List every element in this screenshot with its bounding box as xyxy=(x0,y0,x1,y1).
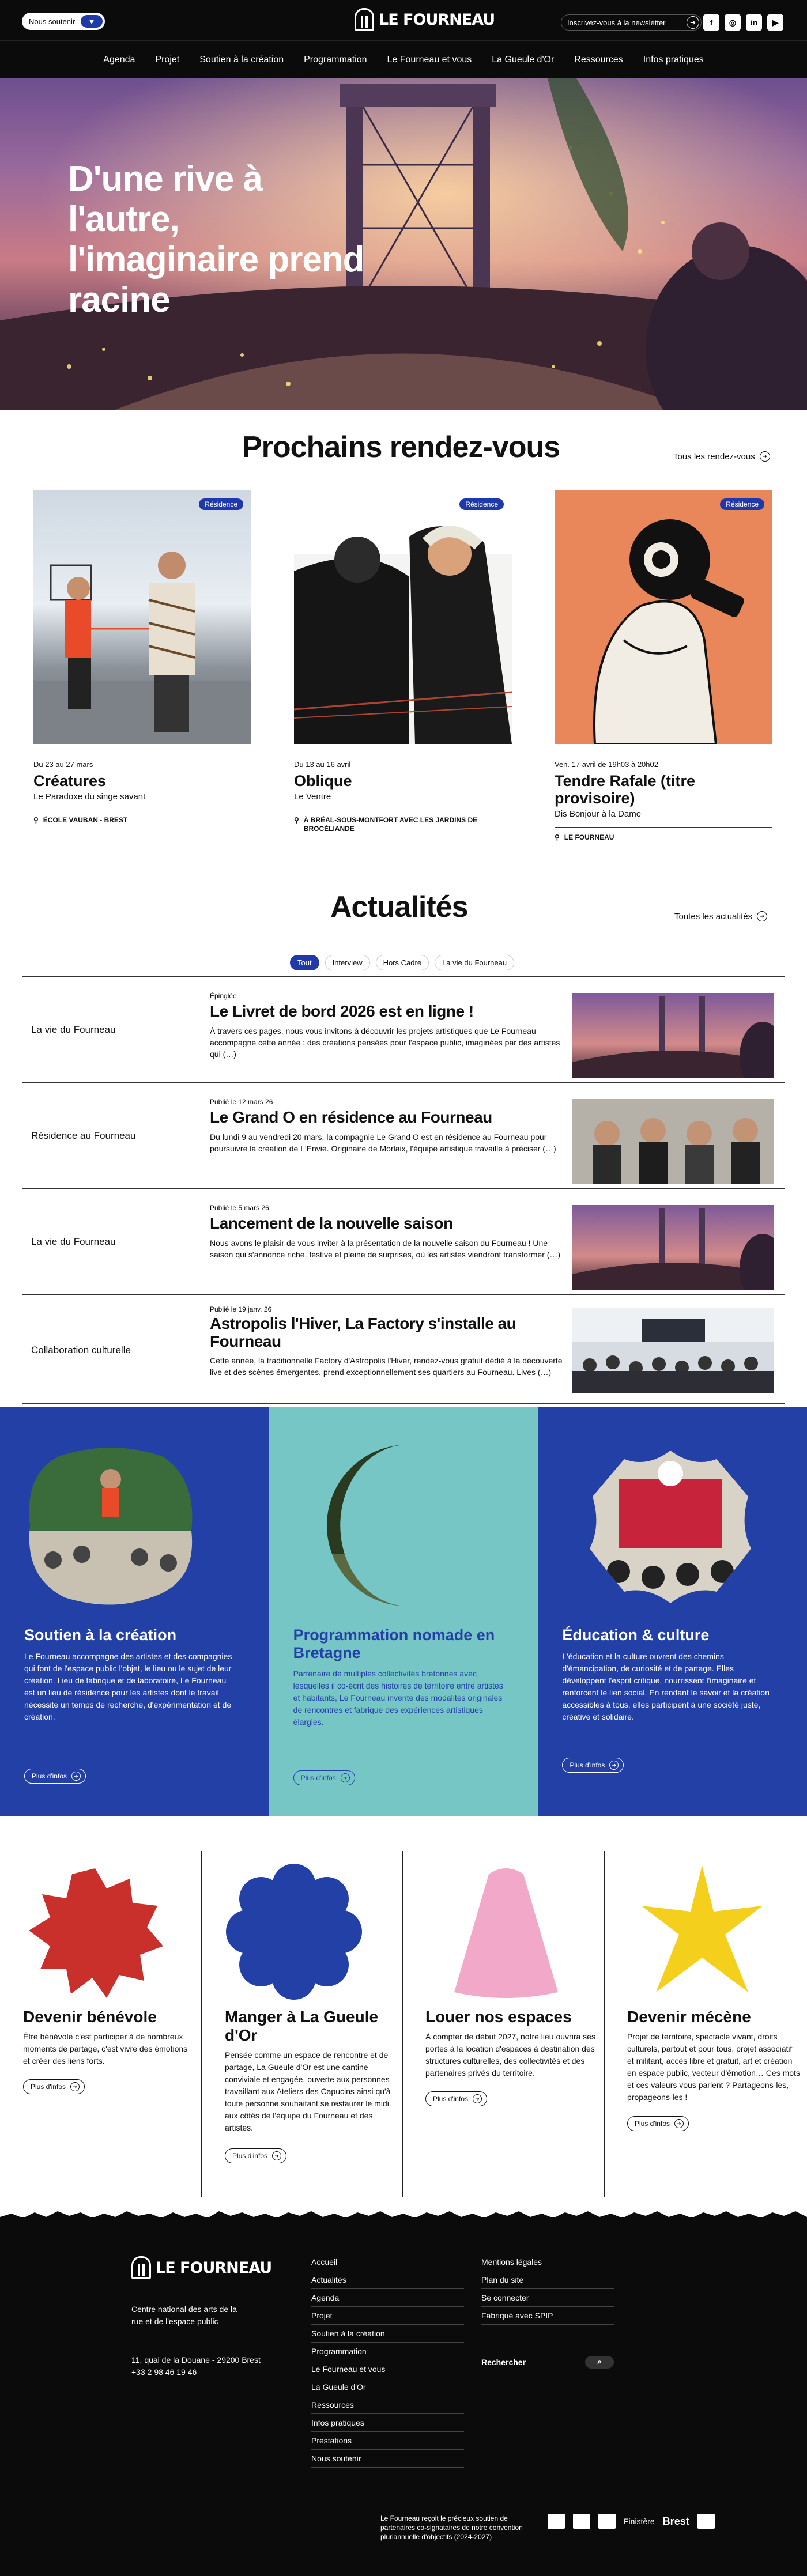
heart-icon: ♥ xyxy=(81,15,103,28)
footer-link[interactable]: Accueil xyxy=(311,2253,464,2271)
event-badge: Résidence xyxy=(199,498,243,510)
logo-mark-icon xyxy=(131,2256,151,2279)
footer-links-main xyxy=(311,2253,464,2468)
engage-title: Manger à La Gueule d'Or xyxy=(225,2008,379,2044)
engage-more-label: Plus d'infos xyxy=(433,2095,468,2103)
event-place xyxy=(33,816,251,825)
event-subtitle: Le Ventre xyxy=(294,792,512,810)
arrow-right-icon: ➜ xyxy=(757,911,767,921)
arrow-right-icon: ➜ xyxy=(674,2119,684,2128)
pillar-text: Le Fourneau accompagne des artistes et des compagnies qui font de l'espace public l'objet, le lieu ou le sujet de leur création. Lieu de fabrique et de laboratoire, Le Fourneau est un lieu de résidence pour les artistes dont le travail nécessite un temps de recherche, d'expérimentation et de création. xyxy=(24,1652,232,1721)
partner-logo-icon xyxy=(573,2514,590,2529)
nav-item-ressources[interactable]: Ressources xyxy=(574,54,623,65)
arrow-right-icon: ➜ xyxy=(609,1761,619,1770)
hero-banner xyxy=(0,78,807,410)
engage-title: Louer nos espaces xyxy=(425,2008,572,2026)
event-place-label: ÉCOLE VAUBAN - BREST xyxy=(43,816,128,824)
pillar-title: Programmation nomade en Bretagne xyxy=(293,1626,495,1661)
footer-link[interactable]: Programmation xyxy=(311,2343,464,2360)
footer-description: Centre national des arts de la rue et de l'espace public xyxy=(131,2305,237,2326)
news-item[interactable] xyxy=(22,1082,785,1188)
footer-link[interactable]: Ressources xyxy=(311,2396,464,2414)
footer-logo-text: LE FOURNEAU xyxy=(156,2258,272,2277)
social-links xyxy=(703,14,783,31)
filter-hors-cadre[interactable]: Hors Cadre xyxy=(376,955,429,970)
facebook-icon[interactable]: f xyxy=(703,14,719,31)
arrow-right-icon: ➜ xyxy=(341,1773,350,1782)
news-meta: Publié le 12 mars 26 xyxy=(210,1098,273,1106)
pillar-more-button[interactable] xyxy=(293,1770,355,1785)
event-photo-illustration xyxy=(294,490,512,744)
event-title: Créatures xyxy=(33,772,107,790)
footer-search-label: Rechercher xyxy=(481,2357,526,2367)
location-pin-icon: ⚲ xyxy=(33,816,39,824)
footer-link[interactable]: Projet xyxy=(311,2307,464,2325)
pillar-soutien xyxy=(0,1407,269,1816)
location-pin-icon: ⚲ xyxy=(294,816,299,824)
event-card[interactable] xyxy=(294,490,512,833)
news-image xyxy=(572,1099,774,1184)
event-place xyxy=(294,816,512,833)
location-pin-icon: ⚲ xyxy=(555,833,560,841)
gear-shape-icon xyxy=(26,1863,164,2001)
arrow-right-icon: ➜ xyxy=(71,1772,81,1781)
footer-link[interactable]: Se connecter xyxy=(481,2289,614,2307)
footer-search[interactable] xyxy=(481,2354,614,2370)
event-image xyxy=(33,490,251,744)
partner-logo-icon xyxy=(697,2514,715,2529)
all-events-link[interactable] xyxy=(673,451,770,462)
event-date: Ven. 17 avril de 19h03 à 20h02 xyxy=(555,760,658,769)
news-meta: Publié le 5 mars 26 xyxy=(210,1204,269,1212)
footer-link[interactable]: Actualités xyxy=(311,2271,464,2289)
news-photo-illustration xyxy=(572,1308,774,1393)
flower-shape-icon xyxy=(225,1863,363,2001)
footer-address: 11, quai de la Douane - 29200 Brest xyxy=(131,2355,261,2365)
footer-logo[interactable] xyxy=(131,2256,271,2279)
events-title: Prochains rendez-vous xyxy=(242,430,560,464)
event-subtitle: Dis Bonjour à la Dame xyxy=(555,809,772,828)
pillar-image-education xyxy=(584,1445,757,1606)
pillar-more-button[interactable] xyxy=(562,1758,624,1773)
pillar-image-programmation xyxy=(327,1439,488,1612)
engage-benevole xyxy=(23,1828,219,2174)
engage-title: Devenir bénévole xyxy=(23,2008,157,2026)
arrow-right-icon: ➜ xyxy=(272,2151,281,2160)
nav-item-projet[interactable]: Projet xyxy=(155,54,180,65)
support-label: Nous soutenir xyxy=(29,17,76,26)
event-title: Tendre Rafale (titre provisoire) xyxy=(555,772,696,807)
event-title: Oblique xyxy=(294,772,352,790)
star-shape-icon xyxy=(633,1863,771,2001)
search-icon[interactable]: ⌕ xyxy=(585,2356,614,2369)
nav-item-soutien[interactable]: Soutien à la création xyxy=(199,54,284,65)
engage-more-label: Plus d'infos xyxy=(31,2083,66,2091)
cone-shape-icon xyxy=(448,1863,564,2001)
news-item[interactable] xyxy=(22,1188,785,1294)
engage-title: Devenir mécène xyxy=(627,2008,751,2026)
all-news-link[interactable] xyxy=(674,911,767,921)
news-category: Collaboration culturelle xyxy=(31,1344,131,1355)
partner-logo-icon xyxy=(598,2514,616,2529)
footer-link[interactable]: Nous soutenir xyxy=(311,2450,464,2468)
footer-links-legal xyxy=(481,2253,614,2325)
event-image xyxy=(555,490,772,744)
news-meta: Publié le 19 janv. 26 xyxy=(210,1305,272,1313)
news-item-text: Du lundi 9 au vendredi 20 mars, la compagnie Le Grand O est en résidence au Fourneau pour poursuivre la création de L'Envie. Originaire de Morlaix, l'équipe artistique travaille à préciser (…) xyxy=(210,1132,556,1153)
news-filters xyxy=(290,955,514,970)
footer-link[interactable]: Fabriqué avec SPIP xyxy=(481,2307,614,2325)
pillar-title: Éducation & culture xyxy=(562,1626,710,1644)
engage-more-button[interactable] xyxy=(23,2079,85,2094)
event-card[interactable] xyxy=(555,490,772,842)
footer-link[interactable]: Agenda xyxy=(311,2289,464,2307)
linkedin-icon[interactable]: in xyxy=(746,14,762,31)
pillar-more-label: Plus d'infos xyxy=(32,1772,67,1780)
event-date: Du 13 au 16 avril xyxy=(294,760,351,769)
news-title: Actualités xyxy=(330,890,468,924)
filter-vie-du-fourneau[interactable]: La vie du Fourneau xyxy=(435,955,514,970)
news-photo-illustration xyxy=(572,1099,774,1184)
pillar-image-soutien xyxy=(24,1445,197,1606)
pillar-more-label: Plus d'infos xyxy=(570,1761,605,1769)
pillar-text: L'éducation et la culture ouvrent des chemins d'émancipation, de curiosité et de partage. Elles développent l'esprit critique, nourrissent l'imaginaire et renforcent le lien social. En rendant le savoir et la création accessibles à tous, elles participent à une société juste, créative et solidaire. xyxy=(562,1652,770,1721)
hero-title: D'une rive à l'autre, l'imaginaire prend racine xyxy=(68,159,364,320)
event-image xyxy=(294,490,512,744)
news-image xyxy=(572,1205,774,1290)
arrow-right-icon: ➜ xyxy=(687,16,699,29)
news-item-text: Nous avons le plaisir de vous inviter à la présentation de la nouvelle saison du Fourneau ! Une saison qui s'annonce riche, festive et pleine de surprises, où les artistes viendront transformer (…) xyxy=(210,1238,561,1259)
footer-phone[interactable]: +33 2 98 46 19 46 xyxy=(131,2367,197,2377)
event-place-label: À BRÉAL-SOUS-MONTFORT AVEC LES JARDINS DE BROCÉLIANDE xyxy=(303,816,478,833)
nav-item-fourneau-et-vous[interactable]: Le Fourneau et vous xyxy=(387,54,472,65)
arrow-right-icon: ➜ xyxy=(70,2082,80,2091)
site-logo[interactable] xyxy=(355,8,495,31)
engage-text: Être bénévole c'est participer à de nombreux moments de partage, c'est vivre des émotions et créer des liens forts. xyxy=(23,2032,188,2065)
pillar-education xyxy=(538,1407,807,1816)
nav-item-infos-pratiques[interactable]: Infos pratiques xyxy=(643,54,704,65)
nav-item-programmation[interactable]: Programmation xyxy=(304,54,367,65)
all-events-label: Tous les rendez-vous xyxy=(673,451,755,462)
site-header xyxy=(0,0,807,78)
engage-more-button[interactable] xyxy=(627,2116,689,2131)
news-category: La vie du Fourneau xyxy=(31,1024,116,1035)
engage-louer xyxy=(425,1828,621,2174)
engage-text: Projet de territoire, spectacle vivant, droits culturels, partout et pour tous, projet associatif et militant, accès libre et gratuit, art et création en espace public, vecteur d'émotion… Ces mots et ces valeurs vous parlent ? Partageons-les, propageons-les ! xyxy=(627,2032,800,2102)
footer-link[interactable]: Soutien à la création xyxy=(311,2325,464,2343)
news-photo-illustration xyxy=(572,1205,774,1290)
news-item[interactable] xyxy=(22,1294,785,1404)
event-date: Du 23 au 27 mars xyxy=(33,760,93,769)
instagram-icon[interactable]: ◎ xyxy=(725,14,741,31)
news-image xyxy=(572,993,774,1078)
event-card[interactable] xyxy=(33,490,251,825)
engage-more-button[interactable] xyxy=(425,2091,487,2106)
news-item-text: Cette année, la traditionnelle Factory d'Astropolis l'Hiver, rendez-vous gratuit dédié à la découverte live et des scènes émergentes, prend exceptionnellement ses quartiers au Fourneau. Lives (…) xyxy=(210,1356,563,1377)
engage-more-label: Plus d'infos xyxy=(232,2152,267,2160)
event-photo-illustration xyxy=(555,490,772,744)
newsletter-label: Inscrivez-vous à la newsletter xyxy=(567,18,666,27)
pillar-more-button[interactable] xyxy=(24,1769,86,1784)
pillar-title: Soutien à la création xyxy=(24,1626,177,1644)
partner-finistere: Finistère xyxy=(624,2517,655,2526)
footer-address-block xyxy=(131,2354,293,2378)
news-item-title: Le Livret de bord 2026 est en ligne ! xyxy=(210,1002,474,1020)
engage-text: Pensée comme un espace de rencontre et de partage, La Gueule d'Or est une cantine conviviale et engagée, ouverte aux personnes travaillant aux Ateliers des Capucins ainsi qu'à toute personne souhaitant se restaurer le midi aux côtés de l'équipe du Fourneau et des artistes. xyxy=(225,2050,391,2132)
news-item-text: À travers ces pages, nous vous invitons à découvrir les projets artistiques que Le Fourneau accompagne cette année : des créations pensées pour l'espace public, imaginées par des artistes qui (…) xyxy=(210,1026,560,1059)
news-category: Résidence au Fourneau xyxy=(31,1130,136,1141)
top-bar xyxy=(0,0,807,40)
news-meta: Épinglée xyxy=(210,992,237,1000)
partner-logo-icon xyxy=(548,2514,565,2529)
engage-text: À compter de début 2027, notre lieu ouvrira ses portes à la location d'espaces à destination des structures culturelles, des collectivités et des partenaires privés du territoire. xyxy=(425,2032,595,2078)
engage-section xyxy=(0,1816,807,2217)
engage-mecene xyxy=(627,1828,807,2174)
site-footer xyxy=(0,2217,807,2576)
pillar-more-label: Plus d'infos xyxy=(300,1774,336,1782)
footer-link[interactable]: Prestations xyxy=(311,2432,464,2450)
arrow-right-icon: ➜ xyxy=(473,2094,482,2103)
event-badge: Résidence xyxy=(720,498,764,510)
event-place-label: LE FOURNEAU xyxy=(564,833,614,841)
engage-gueule-dor xyxy=(225,1828,421,2174)
pillar-text: Partenaire de multiples collectivités bretonnes avec lesquelles il co-écrit des histoires de territoire entre artistes et habitants, Le Fourneau invente des modalités originales de rencontres et fabrique des expériences artistiques élargies. xyxy=(293,1669,503,1727)
arrow-right-icon: ➜ xyxy=(760,451,770,462)
all-news-label: Toutes les actualités xyxy=(674,911,753,921)
engage-more-button[interactable] xyxy=(225,2148,286,2163)
partner-brest: Brest xyxy=(662,2515,689,2527)
support-button[interactable] xyxy=(22,13,105,30)
torn-edge-decoration xyxy=(0,2209,807,2225)
news-item-title: Le Grand O en résidence au Fourneau xyxy=(210,1108,492,1126)
footer-link[interactable]: Mentions légales xyxy=(481,2253,614,2271)
news-category: La vie du Fourneau xyxy=(31,1236,116,1247)
footer-support-text: Le Fourneau reçoit le précieux soutien de partenaires co-signataires de notre convention pluriannuelle d'objectifs (2024-2027) xyxy=(380,2514,523,2541)
footer-link[interactable]: Le Fourneau et vous xyxy=(311,2360,464,2378)
news-item-title: Lancement de la nouvelle saison xyxy=(210,1214,453,1232)
news-section xyxy=(0,858,807,1407)
footer-link[interactable]: Plan du site xyxy=(481,2271,614,2289)
event-subtitle: Le Paradoxe du singe savant xyxy=(33,792,251,810)
event-photo-illustration xyxy=(33,490,251,744)
partner-logos xyxy=(548,2514,715,2529)
event-badge: Résidence xyxy=(459,498,504,510)
footer-link[interactable]: Infos pratiques xyxy=(311,2414,464,2432)
logo-mark-icon xyxy=(355,8,374,31)
pillar-programmation xyxy=(269,1407,538,1816)
pillars-section xyxy=(0,1407,807,1816)
vimeo-icon[interactable]: ▶ xyxy=(767,14,783,31)
newsletter-button[interactable] xyxy=(561,14,702,31)
news-photo-illustration xyxy=(572,993,774,1078)
news-image xyxy=(572,1308,774,1393)
filter-tout[interactable]: Tout xyxy=(290,955,319,970)
footer-link[interactable]: La Gueule d'Or xyxy=(311,2378,464,2396)
nav-item-gueule-dor[interactable]: La Gueule d'Or xyxy=(492,54,555,65)
filter-interview[interactable]: Interview xyxy=(325,955,370,970)
logo-text: LE FOURNEAU xyxy=(379,10,495,29)
nav-item-agenda[interactable]: Agenda xyxy=(103,54,135,65)
news-item[interactable] xyxy=(22,976,785,1082)
main-nav xyxy=(0,40,807,78)
engage-more-label: Plus d'infos xyxy=(635,2120,670,2128)
news-item-title: Astropolis l'Hiver, La Factory s'installe au Fourneau xyxy=(210,1315,516,1350)
events-section xyxy=(0,410,807,858)
event-place xyxy=(555,833,772,842)
